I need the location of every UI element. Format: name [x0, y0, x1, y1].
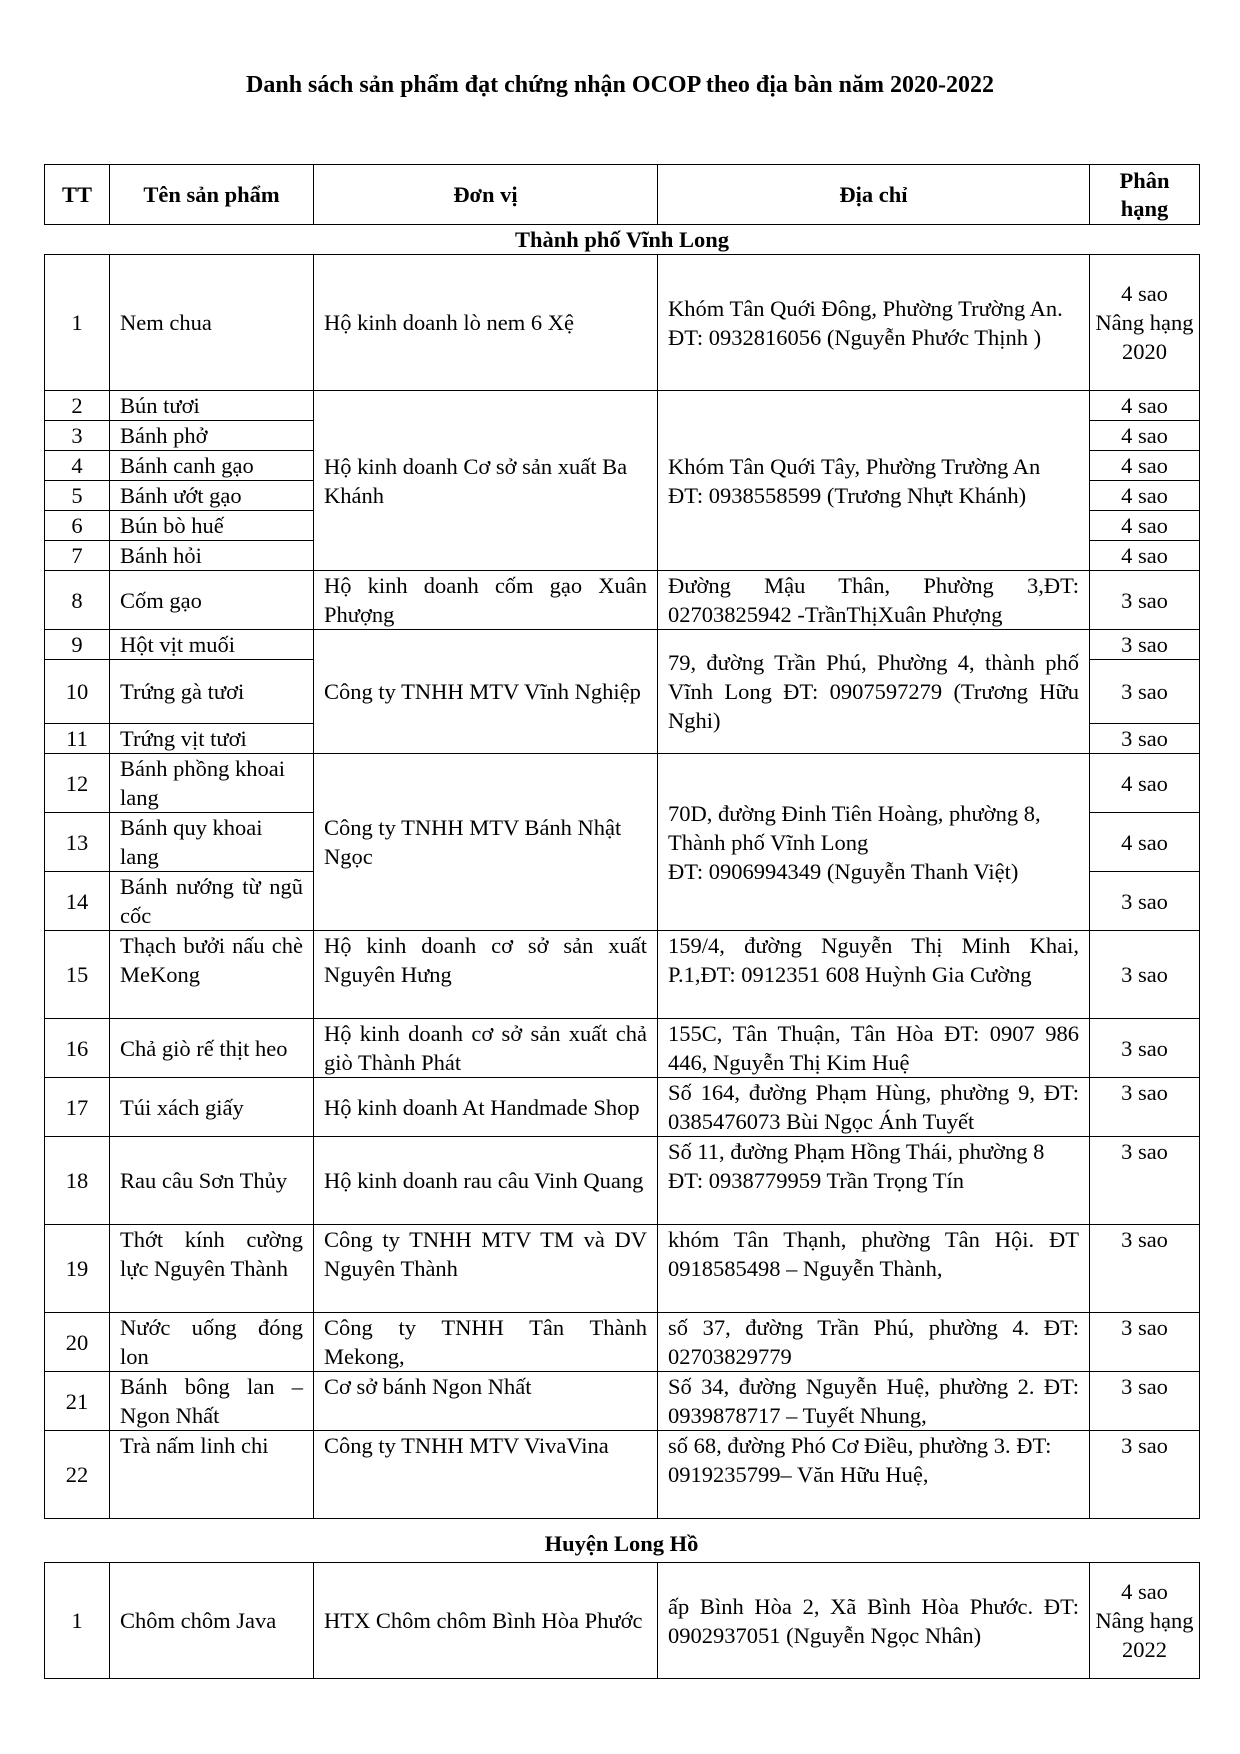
- table-row: [45, 1372, 1200, 1431]
- cell-product: Bún tươi: [110, 391, 314, 421]
- table-row: [45, 571, 1200, 630]
- cell-tt: 17: [45, 1078, 110, 1137]
- cell-product: Rau câu Sơn Thủy: [110, 1137, 314, 1225]
- cell-rank: 3 sao: [1090, 1137, 1200, 1225]
- cell-rank: 3 sao: [1090, 931, 1200, 1019]
- cell-product: Hột vịt muối: [110, 630, 314, 660]
- cell-address: Số 34, đường Nguyễn Huệ, phường 2. ĐT: 0939878717 – Tuyết Nhung,: [658, 1372, 1090, 1431]
- cell-product: Bánh quy khoai lang: [110, 813, 314, 872]
- cell-tt: 12: [45, 754, 110, 813]
- cell-unit: Công ty TNHH MTV Bánh Nhật Ngọc: [314, 754, 658, 931]
- cell-address: số 37, đường Trần Phú, phường 4. ĐT: 02703829779: [658, 1313, 1090, 1372]
- cell-unit: Công ty TNHH MTV Vĩnh Nghiệp: [314, 630, 658, 754]
- cell-product: Bánh canh gạo: [110, 451, 314, 481]
- cell-tt: 18: [45, 1137, 110, 1225]
- cell-rank: 3 sao: [1090, 1313, 1200, 1372]
- cell-tt: 8: [45, 571, 110, 630]
- page-title: Danh sách sản phẩm đạt chứng nhận OCOP theo địa bàn năm 2020-2022: [246, 72, 994, 98]
- cell-unit: Công ty TNHH MTV TM và DV Nguyên Thành: [314, 1225, 658, 1313]
- cell-unit: Hộ kinh doanh cơ sở sản xuất Nguyên Hưng: [314, 931, 658, 1019]
- cell-product: Trứng vịt tươi: [110, 724, 314, 754]
- table-row: [45, 1019, 1200, 1078]
- cell-product: Chả giò rế thịt heo: [110, 1019, 314, 1078]
- cell-rank: 3 sao: [1090, 630, 1200, 660]
- cell-rank: 3 sao: [1090, 1431, 1200, 1519]
- cell-rank: 4 sao: [1090, 481, 1200, 511]
- cell-unit: Hộ kinh doanh rau câu Vinh Quang: [314, 1137, 658, 1225]
- section-title: Thành phố Vĩnh Long: [45, 225, 1200, 255]
- cell-address: khóm Tân Thạnh, phường Tân Hội. ĐT 0918585498 – Nguyễn Thành,: [658, 1225, 1090, 1313]
- table-row: [45, 931, 1200, 1019]
- cell-product: Trà nấm linh chi: [110, 1431, 314, 1519]
- cell-product: Bánh ướt gạo: [110, 481, 314, 511]
- cell-address: 70D, đường Đinh Tiên Hoàng, phường 8, Thành phố Vĩnh Long ĐT: 0906994349 (Nguyễn Thanh Việt): [658, 754, 1090, 931]
- header-address: Địa chỉ: [658, 165, 1090, 225]
- cell-tt: 16: [45, 1019, 110, 1078]
- cell-tt: 15: [45, 931, 110, 1019]
- cell-rank: 4 sao Nâng hạng 2022: [1090, 1563, 1200, 1679]
- table-row: [45, 754, 1200, 813]
- cell-product: Túi xách giấy: [110, 1078, 314, 1137]
- cell-product: Chôm chôm Java: [110, 1563, 314, 1679]
- cell-unit: Công ty TNHH MTV VivaVina: [314, 1431, 658, 1519]
- cell-product: Bún bò huế: [110, 511, 314, 541]
- cell-address: Số 164, đường Phạm Hùng, phường 9, ĐT: 0385476073 Bùi Ngọc Ánh Tuyết: [658, 1078, 1090, 1137]
- cell-tt: 20: [45, 1313, 110, 1372]
- cell-product: Bánh bông lan – Ngon Nhất: [110, 1372, 314, 1431]
- cell-tt: 10: [45, 660, 110, 724]
- cell-product: Trứng gà tươi: [110, 660, 314, 724]
- cell-unit: Hộ kinh doanh Cơ sở sản xuất Ba Khánh: [314, 391, 658, 571]
- cell-rank: 3 sao: [1090, 660, 1200, 724]
- table-row: [45, 1137, 1200, 1225]
- cell-rank: 3 sao: [1090, 1019, 1200, 1078]
- cell-tt: 9: [45, 630, 110, 660]
- cell-tt: 2: [45, 391, 110, 421]
- table-row: [45, 255, 1200, 391]
- cell-rank: 3 sao: [1090, 872, 1200, 931]
- header-rank: Phân hạng: [1090, 165, 1200, 225]
- cell-tt: 13: [45, 813, 110, 872]
- table-header-row: [45, 165, 1200, 225]
- cell-tt: 6: [45, 511, 110, 541]
- cell-product: Bánh phở: [110, 421, 314, 451]
- cell-unit: Hộ kinh doanh At Handmade Shop: [314, 1078, 658, 1137]
- cell-rank: 3 sao: [1090, 724, 1200, 754]
- cell-rank: 4 sao: [1090, 451, 1200, 481]
- cell-address: 79, đường Trần Phú, Phường 4, thành phố Vĩnh Long ĐT: 0907597279 (Trương Hữu Nghi): [658, 630, 1090, 754]
- cell-rank: 4 sao Nâng hạng 2020: [1090, 255, 1200, 391]
- cell-tt: 11: [45, 724, 110, 754]
- cell-tt: 21: [45, 1372, 110, 1431]
- cell-unit: Cơ sở bánh Ngon Nhất: [314, 1372, 658, 1431]
- table-row: [45, 391, 1200, 421]
- cell-product: Thớt kính cường lực Nguyên Thành: [110, 1225, 314, 1313]
- cell-tt: 1: [45, 255, 110, 391]
- cell-unit: Hộ kinh doanh cốm gạo Xuân Phượng: [314, 571, 658, 630]
- cell-address: Khóm Tân Quới Đông, Phường Trường An. ĐT: 0932816056 (Nguyễn Phước Thịnh ): [658, 255, 1090, 391]
- cell-unit: HTX Chôm chôm Bình Hòa Phước: [314, 1563, 658, 1679]
- cell-tt: 1: [45, 1563, 110, 1679]
- table-row: [45, 1313, 1200, 1372]
- cell-address: 159/4, đường Nguyễn Thị Minh Khai, P.1,ĐT: 0912351 608 Huỳnh Gia Cường: [658, 931, 1090, 1019]
- cell-rank: 4 sao: [1090, 541, 1200, 571]
- section-title: Huyện Long Hồ: [544, 1531, 699, 1556]
- cell-address: ấp Bình Hòa 2, Xã Bình Hòa Phước. ĐT: 0902937051 (Nguyễn Ngọc Nhân): [658, 1563, 1090, 1679]
- cell-tt: 22: [45, 1431, 110, 1519]
- cell-tt: 14: [45, 872, 110, 931]
- cell-rank: 3 sao: [1090, 1078, 1200, 1137]
- cell-rank: 4 sao: [1090, 421, 1200, 451]
- cell-product: Thạch bưởi nấu chè MeKong: [110, 931, 314, 1019]
- cell-rank: 3 sao: [1090, 571, 1200, 630]
- table-row: [45, 630, 1200, 660]
- table-row: [45, 1078, 1200, 1137]
- header-tt: TT: [45, 165, 110, 225]
- cell-product: Bánh nướng từ ngũ cốc: [110, 872, 314, 931]
- cell-tt: 19: [45, 1225, 110, 1313]
- cell-address: Khóm Tân Quới Tây, Phường Trường An ĐT: 0938558599 (Trương Nhựt Khánh): [658, 391, 1090, 571]
- table-row: [45, 1225, 1200, 1313]
- cell-address: Số 11, đường Phạm Hồng Thái, phường 8 ĐT: 0938779959 Trần Trọng Tín: [658, 1137, 1090, 1225]
- cell-rank: 4 sao: [1090, 391, 1200, 421]
- cell-tt: 7: [45, 541, 110, 571]
- cell-unit: Hộ kinh doanh lò nem 6 Xệ: [314, 255, 658, 391]
- cell-rank: 4 sao: [1090, 813, 1200, 872]
- cell-rank: 4 sao: [1090, 754, 1200, 813]
- cell-tt: 3: [45, 421, 110, 451]
- cell-rank: 3 sao: [1090, 1372, 1200, 1431]
- cell-address: Đường Mậu Thân, Phường 3,ĐT: 02703825942 -TrầnThịXuân Phượng: [658, 571, 1090, 630]
- cell-product: Cốm gạo: [110, 571, 314, 630]
- cell-tt: 5: [45, 481, 110, 511]
- cell-tt: 4: [45, 451, 110, 481]
- ocop-table-long-ho: [44, 1562, 1200, 1679]
- ocop-table: [44, 164, 1200, 1519]
- cell-address: số 68, đường Phó Cơ Điều, phường 3. ĐT: 0919235799– Văn Hữu Huệ,: [658, 1431, 1090, 1519]
- cell-rank: 4 sao: [1090, 511, 1200, 541]
- table-row: [45, 1431, 1200, 1519]
- cell-product: Bánh phồng khoai lang: [110, 754, 314, 813]
- cell-unit: Công ty TNHH Tân Thành Mekong,: [314, 1313, 658, 1372]
- cell-unit: Hộ kinh doanh cơ sở sản xuất chả giò Thành Phát: [314, 1019, 658, 1078]
- cell-address: 155C, Tân Thuận, Tân Hòa ĐT: 0907 986 446, Nguyễn Thị Kim Huệ: [658, 1019, 1090, 1078]
- table-row: [45, 1563, 1200, 1679]
- cell-product: Nước uống đóng lon: [110, 1313, 314, 1372]
- cell-rank: 3 sao: [1090, 1225, 1200, 1313]
- header-unit: Đơn vị: [314, 165, 658, 225]
- section-row: [45, 225, 1200, 255]
- header-product: Tên sản phẩm: [110, 165, 314, 225]
- cell-product: Nem chua: [110, 255, 314, 391]
- cell-product: Bánh hỏi: [110, 541, 314, 571]
